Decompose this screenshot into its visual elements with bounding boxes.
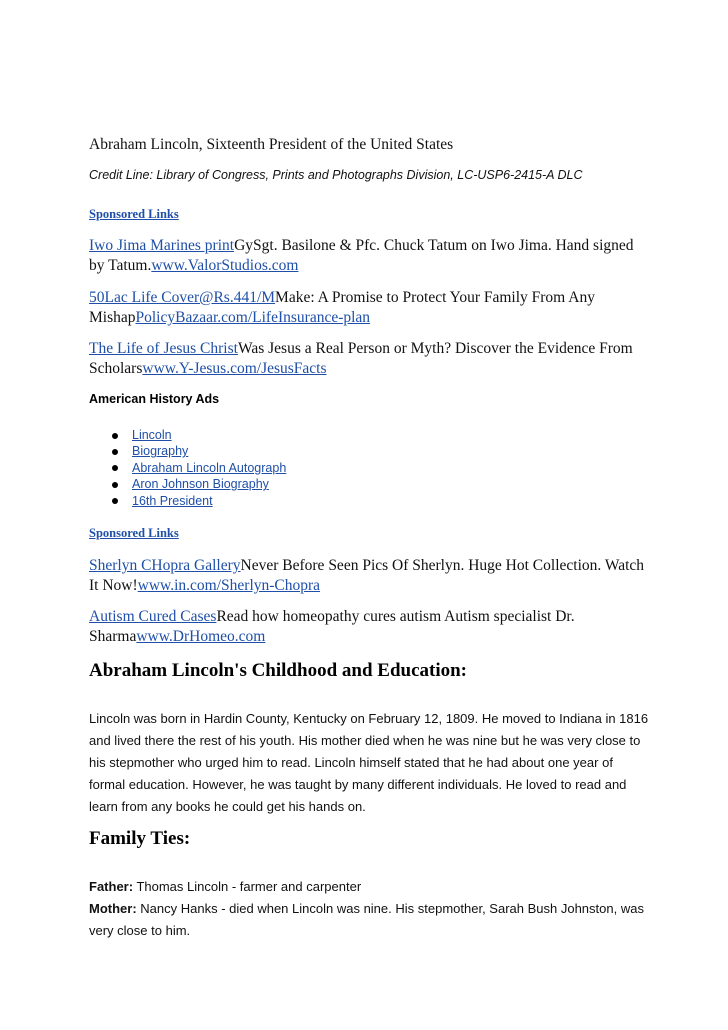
mother-text: Nancy Hanks - died when Lincoln was nine. His stepmother, Sarah Bush Johnston, was very close to him.	[89, 901, 644, 938]
image-caption: Abraham Lincoln, Sixteenth President of the United States	[89, 136, 454, 153]
sponsored-links-label[interactable]: Sponsored Links	[89, 526, 179, 540]
ad-item	[89, 288, 649, 328]
childhood-paragraph: Lincoln was born in Hardin County, Kentucky on February 12, 1809. He moved to Indiana in 1816 and lived there the rest of his youth. His mother died when he was nine but he was very close to his stepmother who urged him to read. Lincoln himself stated that he had about one year of formal education. However, he was taught by many different individuals. He loved to read and learn from any books he could get his hands on.	[89, 711, 649, 814]
ad-text: Make: A Promise to Protect Your Family From Any Mishap	[89, 289, 595, 326]
history-link[interactable]: Abraham Lincoln Autograph	[132, 460, 287, 475]
history-link[interactable]: Lincoln	[132, 428, 172, 442]
history-link[interactable]: Biography	[132, 444, 189, 459]
ad-item	[89, 339, 649, 379]
ad-title-link[interactable]: Autism Cured Cases	[89, 608, 217, 625]
credit-line: Credit Line: Library of Congress, Prints and Photographs Division, LC-USP6-2415-A DLC	[89, 168, 583, 182]
list-item	[89, 476, 286, 492]
bullet-icon	[112, 482, 118, 488]
ad-text: Was Jesus a Real Person or Myth? Discover the Evidence From Scholars	[89, 340, 633, 377]
ad-text: Never Before Seen Pics Of Sherlyn. Huge Hot Collection. Watch It Now!	[89, 557, 645, 594]
history-link[interactable]: Aron Johnson Biography	[132, 477, 269, 492]
family-heading: Family Ties:	[89, 828, 191, 849]
history-links-list	[89, 427, 286, 509]
ad-text: GySgt. Basilone & Pfc. Chuck Tatum on Iwo Jima. Hand signed by Tatum.	[89, 237, 634, 274]
ad-title-link[interactable]: Sherlyn CHopra Gallery	[89, 557, 241, 574]
mother-line	[89, 898, 649, 942]
list-item	[89, 460, 286, 476]
bullet-icon	[112, 498, 118, 504]
mother-label: Mother:	[89, 901, 137, 916]
american-history-ads-heading: American History Ads	[89, 392, 220, 406]
list-item	[89, 427, 286, 443]
list-item	[89, 443, 286, 459]
bullet-icon	[112, 465, 118, 471]
ad-item	[89, 236, 649, 276]
ad-text: Read how homeopathy cures autism Autism specialist Dr. Sharma	[89, 608, 575, 645]
bullet-icon	[112, 433, 118, 439]
ad-item	[89, 556, 649, 596]
family-details	[89, 876, 649, 942]
sponsored-links-label[interactable]: Sponsored Links	[89, 207, 179, 221]
history-link[interactable]: 16th President	[132, 493, 213, 508]
childhood-heading: Abraham Lincoln's Childhood and Education:	[89, 660, 468, 681]
bullet-icon	[112, 449, 118, 455]
ad-url-link[interactable]: www.ValorStudios.com	[151, 257, 299, 274]
ad-item	[89, 607, 649, 647]
ad-title-link[interactable]: 50Lac Life Cover@Rs.441/M	[89, 289, 276, 306]
father-label: Father:	[89, 879, 134, 894]
father-text: Thomas Lincoln - farmer and carpenter	[133, 879, 362, 894]
ad-url-link[interactable]: www.in.com/Sherlyn-Chopra	[137, 577, 321, 594]
ad-url-link[interactable]: PolicyBazaar.com/LifeInsurance-plan	[135, 309, 371, 326]
ad-url-link[interactable]: www.Y-Jesus.com/JesusFacts	[142, 360, 327, 377]
ad-url-link[interactable]: www.DrHomeo.com	[136, 628, 266, 645]
list-item	[89, 493, 286, 509]
ad-title-link[interactable]: Iwo Jima Marines print	[89, 237, 235, 254]
father-line	[89, 876, 649, 898]
ad-title-link[interactable]: The Life of Jesus Christ	[89, 340, 238, 357]
